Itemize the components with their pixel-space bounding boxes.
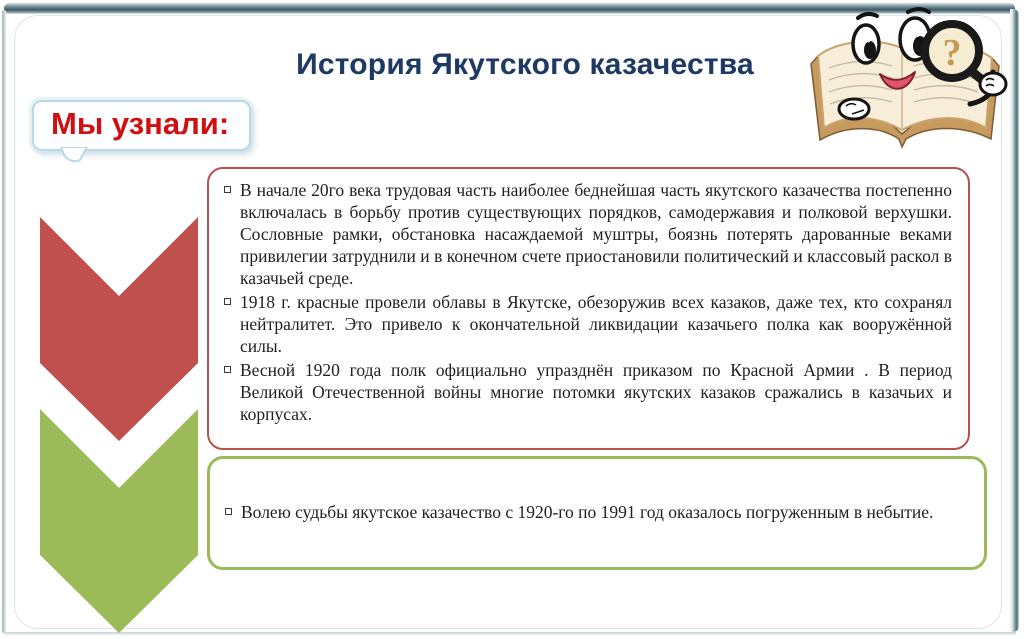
history-points-list bbox=[209, 169, 968, 425]
square-bullet-icon bbox=[224, 186, 231, 193]
square-bullet-icon bbox=[224, 298, 231, 305]
frame-left-edge bbox=[2, 10, 6, 633]
green-chevron-shape bbox=[40, 409, 198, 633]
list-item bbox=[223, 359, 952, 425]
conclusion-box bbox=[207, 456, 987, 570]
list-item bbox=[223, 179, 952, 289]
red-chevron-shape bbox=[40, 217, 198, 441]
conclusion-list bbox=[210, 501, 949, 525]
square-bullet-icon bbox=[225, 508, 232, 515]
list-item bbox=[223, 291, 952, 357]
speech-bubble-tail bbox=[60, 147, 90, 165]
we-learned-label bbox=[32, 100, 251, 151]
we-learned-label-text: Мы узнали: bbox=[51, 106, 230, 141]
question-mark-glyph: ? bbox=[942, 32, 962, 74]
square-bullet-icon bbox=[224, 366, 231, 373]
history-points-box bbox=[207, 167, 970, 450]
list-item-text: В начале 20го века трудовая часть наиболее беднейшая часть якутского казачества постепенно включалась в борьбу против существующих порядков, самодержавия и полковой верхушки. Сословные рамки, обстановка насаждаемой муштры, боязнь потерять дарованные веками привилегии затруднили и в конечном счете приостановили политический и классовый раскол в казачьей среде. bbox=[240, 180, 952, 288]
chevron-down-icon bbox=[40, 217, 198, 441]
page-title: История Якутского казачества bbox=[296, 48, 754, 81]
list-item-text: Волею судьбы якутское казачество с 1920-го по 1991 год оказалось погруженным в небытие. bbox=[241, 502, 934, 522]
list-item-text: Весной 1920 года полк официально упразднён приказом по Красной Армии . В период Великой Отечественной войны многие потомки якутских казаков сражались в казачьих и корпусах. bbox=[240, 360, 952, 424]
book-magnifier-mascot-icon bbox=[802, 6, 1014, 158]
chevron-down-icon bbox=[40, 409, 198, 633]
list-item bbox=[224, 501, 933, 523]
list-item-text: 1918 г. красные провели облавы в Якутске, обезоружив всех казаков, даже тех, кто сохранял нейтралитет. Это привело к окончательной ликвидации казачьего полка как вооружённой силы. bbox=[240, 292, 952, 356]
